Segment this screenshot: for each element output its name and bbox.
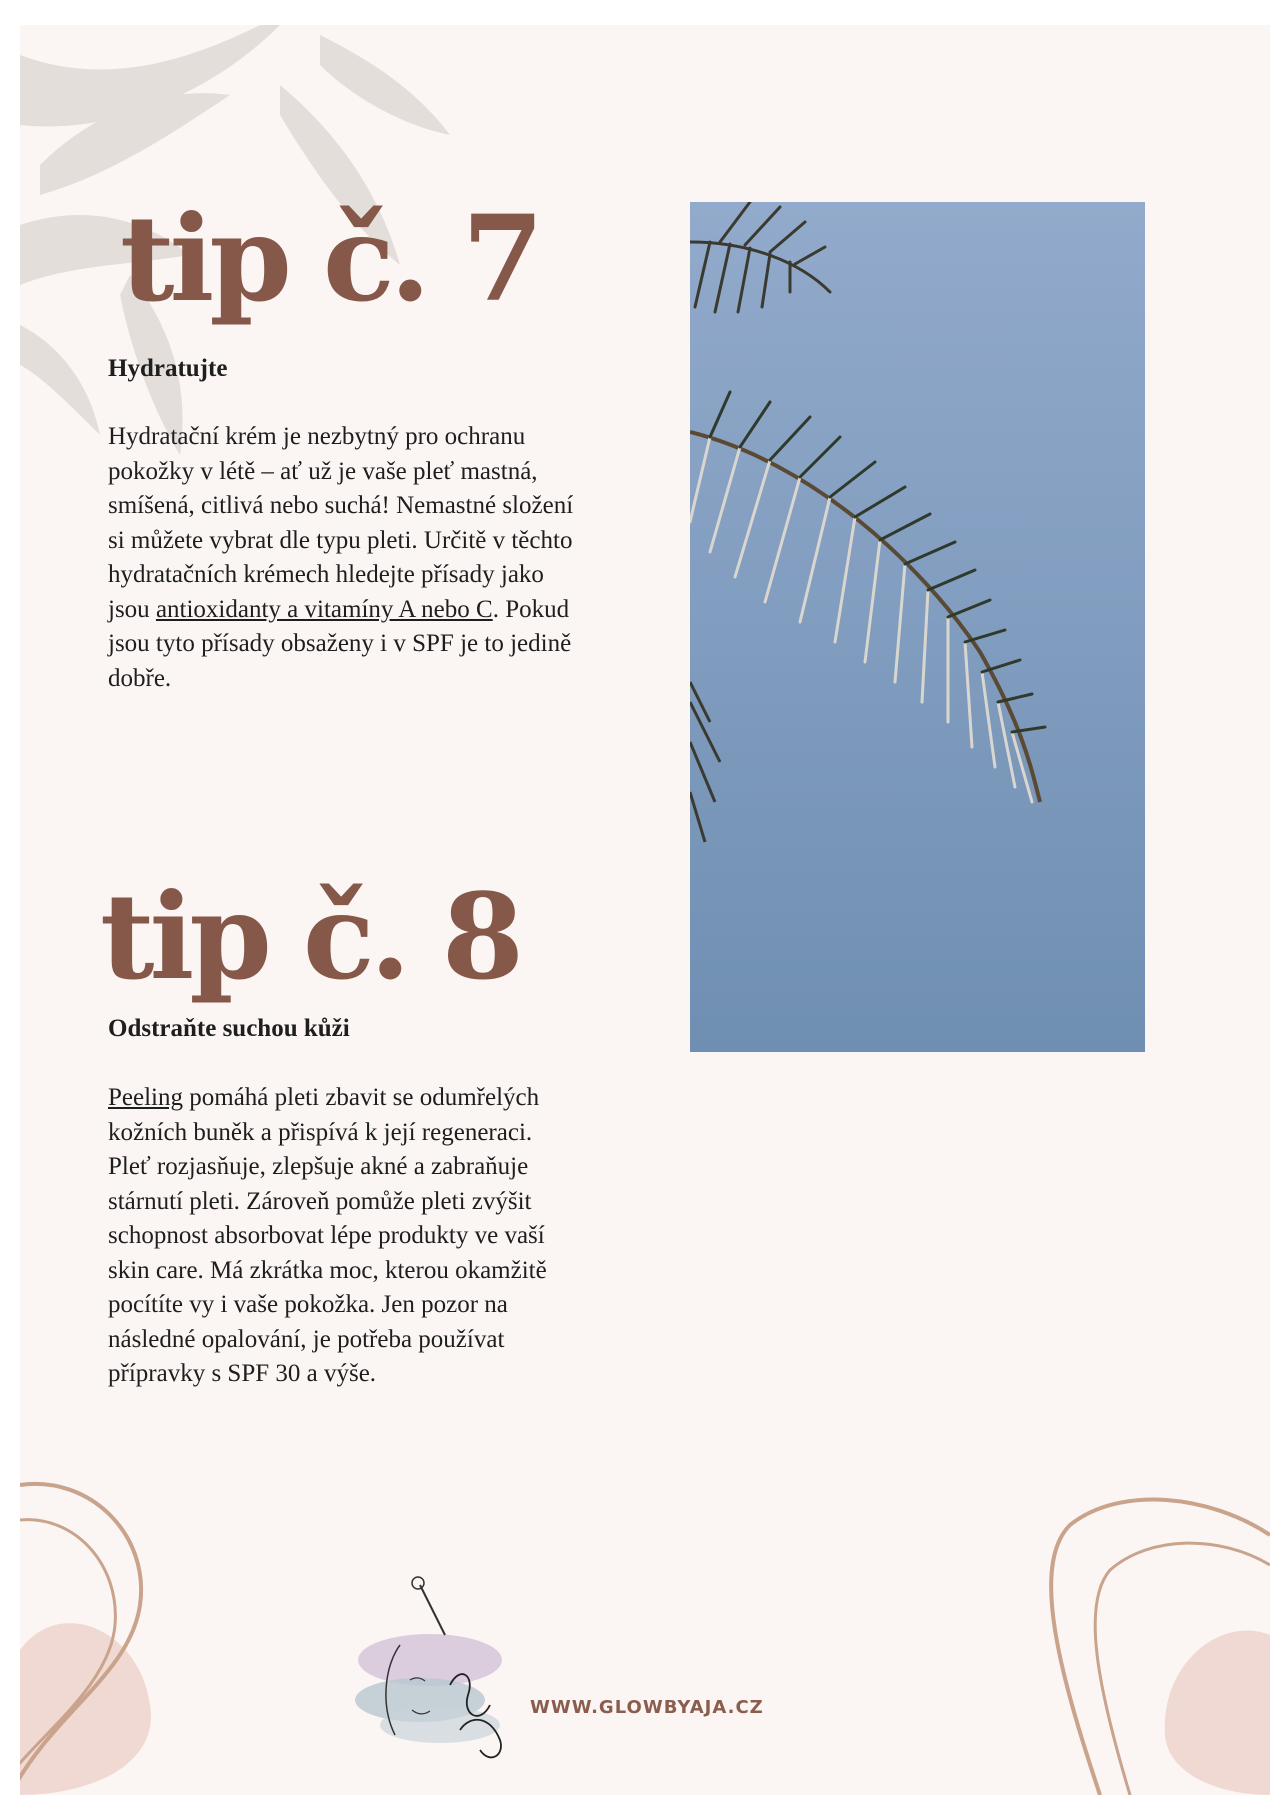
abstract-line-decoration-right	[1040, 1495, 1270, 1795]
tip-8-body	[108, 1081, 578, 1392]
palm-leaf-photo	[690, 202, 1145, 1052]
website-url: WWW.GLOWBYAJA.CZ	[530, 1697, 764, 1718]
tip-7-heading: tip č. 7	[120, 189, 540, 328]
tip-7-subtitle: Hydratujte	[108, 355, 228, 382]
tip-7-body-text-end: . Pokud jsou tyto přísady obsaženy i v SPF je to jedině dobře.	[108, 595, 572, 692]
document-page	[20, 25, 1270, 1795]
peeling-link[interactable]: Peeling	[108, 1084, 183, 1111]
tip-8-heading: tip č. 8	[100, 867, 520, 1006]
antioxidants-link[interactable]: antioxidanty a vitamíny A nebo C	[155, 595, 493, 623]
tip-7-body-text: Hydratační krém je nezbytný pro ochranu pokožky v létě – ať už je vaše pleť mastná, smíšená, citlivá nebo suchá! Nemastné složení si můžete vybrat dle typu pleti. Určitě v těchto hydratačních krémech hledejte přísady jako jsou	[108, 423, 574, 623]
tip-7-body	[108, 420, 578, 696]
tip-8-body-text: pomáhá pleti zbavit se odumřelých kožních buněk a přispívá k její regeneraci. Pleť rozjasňuje, zlepšuje akné a zabraňuje stárnutí pleti. Zároveň pomůže pleti zvýšit schopnost absorbovat lépe produkty ve vaší skin care. Má zkrátka moc, kterou okamžitě pocítíte vy i vaše pokožka. Jen pozor na následné opalování, je potřeba používat přípravky s SPF 30 a výše.	[108, 1084, 547, 1387]
tip-8-subtitle: Odstraňte suchou kůži	[108, 1015, 350, 1042]
glow-by-aja-logo	[350, 1565, 525, 1770]
abstract-line-decoration-left	[20, 1475, 280, 1795]
